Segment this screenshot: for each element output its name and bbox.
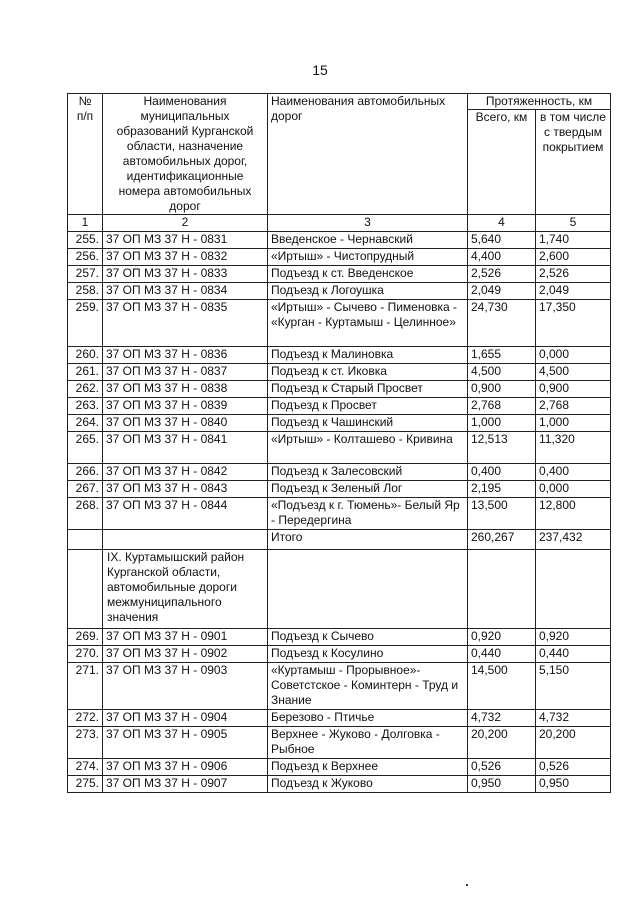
total-length: 260,267 xyxy=(468,530,536,550)
cell-row-number: 274. xyxy=(68,759,103,776)
cell-length-total: 20,200 xyxy=(468,727,536,759)
header-org: Наименования муниципальных образований Курганской области, назначение автомобильных дорог, идентификационные номера автомобильных дорог xyxy=(103,94,268,215)
cell-row-number: 264. xyxy=(68,415,103,432)
cell-road-id: 37 ОП МЗ 37 Н - 0839 xyxy=(103,398,268,415)
total-row xyxy=(68,530,611,550)
cell-length-total: 2,195 xyxy=(468,481,536,498)
table-header xyxy=(68,94,611,215)
cell-length-paved: 0,400 xyxy=(536,464,611,481)
cell-row-number: 257. xyxy=(68,266,103,283)
cell-length-paved: 4,500 xyxy=(536,364,611,381)
cell-length-total: 12,513 xyxy=(468,432,536,464)
cell-length-total: 1,000 xyxy=(468,415,536,432)
header-length: Протяженность, км xyxy=(468,94,611,110)
cell-empty xyxy=(468,550,536,629)
table-row xyxy=(68,347,611,364)
cell-row-number: 267. xyxy=(68,481,103,498)
cell-length-total: 0,400 xyxy=(468,464,536,481)
cell-road-id: 37 ОП МЗ 37 Н - 0906 xyxy=(103,759,268,776)
cell-length-paved: 0,000 xyxy=(536,347,611,364)
cell-road-id: 37 ОП МЗ 37 Н - 0841 xyxy=(103,432,268,464)
cell-empty xyxy=(103,530,268,550)
cell-road-name: Подъезд к Чашинский xyxy=(268,415,468,432)
cell-length-total: 0,950 xyxy=(468,776,536,793)
scan-speck xyxy=(466,884,468,886)
table-row xyxy=(68,381,611,398)
table-row xyxy=(68,464,611,481)
cell-length-paved: 2,600 xyxy=(536,249,611,266)
cell-length-paved: 2,526 xyxy=(536,266,611,283)
cell-road-name: Березово - Птичье xyxy=(268,710,468,727)
column-number: 1 xyxy=(68,215,103,232)
header-paved: в том числе с твердым покрытием xyxy=(536,110,611,215)
cell-length-total: 0,920 xyxy=(468,629,536,646)
cell-length-total: 0,900 xyxy=(468,381,536,398)
header-row-1 xyxy=(68,94,611,110)
cell-road-name: Введенское - Чернавский xyxy=(268,232,468,249)
cell-road-name: Подъезд к Логоушка xyxy=(268,283,468,300)
table-row xyxy=(68,266,611,283)
table-row xyxy=(68,646,611,663)
cell-row-number: 261. xyxy=(68,364,103,381)
cell-length-paved: 0,000 xyxy=(536,481,611,498)
cell-length-total: 0,526 xyxy=(468,759,536,776)
cell-length-total: 4,400 xyxy=(468,249,536,266)
cell-length-total: 4,732 xyxy=(468,710,536,727)
cell-length-total: 2,049 xyxy=(468,283,536,300)
column-number: 4 xyxy=(468,215,536,232)
cell-road-name: Подъезд к Сычево xyxy=(268,629,468,646)
page-number: 15 xyxy=(312,62,328,78)
table-row xyxy=(68,629,611,646)
cell-row-number: 263. xyxy=(68,398,103,415)
table-row xyxy=(68,776,611,793)
cell-road-name: Подъезд к ст. Иковка xyxy=(268,364,468,381)
table-row xyxy=(68,481,611,498)
header-road: Наименования автомобильных дорог xyxy=(268,94,468,215)
table-row xyxy=(68,232,611,249)
cell-road-name: «Подъезд к г. Тюмень»- Белый Яр - Передергина xyxy=(268,498,468,530)
cell-length-total: 5,640 xyxy=(468,232,536,249)
cell-length-paved: 1,000 xyxy=(536,415,611,432)
table-row xyxy=(68,249,611,266)
cell-length-paved: 20,200 xyxy=(536,727,611,759)
cell-road-name: «Иртыш» - Чистопрудный xyxy=(268,249,468,266)
table-row xyxy=(68,398,611,415)
cell-row-number: 268. xyxy=(68,498,103,530)
cell-road-id: 37 ОП МЗ 37 Н - 0843 xyxy=(103,481,268,498)
cell-length-paved: 1,740 xyxy=(536,232,611,249)
cell-length-total: 13,500 xyxy=(468,498,536,530)
cell-road-name: Подъезд к Старый Просвет xyxy=(268,381,468,398)
cell-road-name: Подъезд к Косулино xyxy=(268,646,468,663)
cell-length-paved: 0,526 xyxy=(536,759,611,776)
cell-road-name: «Куртамыш - Прорывное»- Советстское - Коминтерн - Труд и Знание xyxy=(268,663,468,710)
cell-road-id: 37 ОП МЗ 37 Н - 0844 xyxy=(103,498,268,530)
table-row xyxy=(68,283,611,300)
cell-road-name: Подъезд к ст. Введенское xyxy=(268,266,468,283)
cell-road-id: 37 ОП МЗ 37 Н - 0831 xyxy=(103,232,268,249)
cell-row-number: 259. xyxy=(68,300,103,347)
cell-road-id: 37 ОП МЗ 37 Н - 0903 xyxy=(103,663,268,710)
cell-length-paved: 2,049 xyxy=(536,283,611,300)
table-row xyxy=(68,415,611,432)
cell-road-name: Подъезд к Залесовский xyxy=(268,464,468,481)
cell-road-id: 37 ОП МЗ 37 Н - 0901 xyxy=(103,629,268,646)
table-row xyxy=(68,432,611,464)
cell-road-name: Подъезд к Просвет xyxy=(268,398,468,415)
cell-road-id: 37 ОП МЗ 37 Н - 0907 xyxy=(103,776,268,793)
cell-length-total: 1,655 xyxy=(468,347,536,364)
cell-road-id: 37 ОП МЗ 37 Н - 0833 xyxy=(103,266,268,283)
cell-length-paved: 5,150 xyxy=(536,663,611,710)
cell-length-total: 4,500 xyxy=(468,364,536,381)
table-row xyxy=(68,727,611,759)
cell-road-id: 37 ОП МЗ 37 Н - 0838 xyxy=(103,381,268,398)
column-numbers-row xyxy=(68,215,611,232)
cell-road-name: Подъезд к Зеленый Лог xyxy=(268,481,468,498)
cell-length-paved: 0,950 xyxy=(536,776,611,793)
roads-table xyxy=(67,93,611,793)
cell-row-number: 258. xyxy=(68,283,103,300)
cell-length-total: 24,730 xyxy=(468,300,536,347)
cell-road-name: Верхнее - Жуково - Долговка - Рыбное xyxy=(268,727,468,759)
cell-empty xyxy=(68,550,103,629)
cell-row-number: 269. xyxy=(68,629,103,646)
cell-length-total: 2,768 xyxy=(468,398,536,415)
cell-row-number: 255. xyxy=(68,232,103,249)
cell-length-total: 0,440 xyxy=(468,646,536,663)
cell-road-id: 37 ОП МЗ 37 Н - 0842 xyxy=(103,464,268,481)
total-label: Итого xyxy=(268,530,468,550)
cell-road-name: «Иртыш» - Колташево - Кривина xyxy=(268,432,468,464)
cell-row-number: 265. xyxy=(68,432,103,464)
cell-empty xyxy=(536,550,611,629)
cell-row-number: 256. xyxy=(68,249,103,266)
cell-length-total: 14,500 xyxy=(468,663,536,710)
column-number: 2 xyxy=(103,215,268,232)
cell-length-paved: 17,350 xyxy=(536,300,611,347)
table-body xyxy=(68,215,611,793)
table-row xyxy=(68,300,611,347)
cell-road-id: 37 ОП МЗ 37 Н - 0840 xyxy=(103,415,268,432)
total-paved: 237,432 xyxy=(536,530,611,550)
cell-length-paved: 0,920 xyxy=(536,629,611,646)
section-title: IX. Куртамышский район Курганской области, автомобильные дороги межмуниципального значения xyxy=(103,550,268,629)
cell-length-paved: 12,800 xyxy=(536,498,611,530)
cell-road-id: 37 ОП МЗ 37 Н - 0836 xyxy=(103,347,268,364)
cell-row-number: 260. xyxy=(68,347,103,364)
cell-row-number: 270. xyxy=(68,646,103,663)
cell-road-id: 37 ОП МЗ 37 Н - 0902 xyxy=(103,646,268,663)
cell-road-id: 37 ОП МЗ 37 Н - 0905 xyxy=(103,727,268,759)
table-row xyxy=(68,364,611,381)
cell-length-paved: 0,900 xyxy=(536,381,611,398)
cell-road-id: 37 ОП МЗ 37 Н - 0837 xyxy=(103,364,268,381)
header-total: Всего, км xyxy=(468,110,536,215)
cell-length-paved: 4,732 xyxy=(536,710,611,727)
cell-road-id: 37 ОП МЗ 37 Н - 0835 xyxy=(103,300,268,347)
cell-road-name: «Иртыш» - Сычево - Пименовка - «Курган - Куртамыш - Целинное» xyxy=(268,300,468,347)
cell-road-name: Подъезд к Жуково xyxy=(268,776,468,793)
table-row xyxy=(68,710,611,727)
header-num: № п/п xyxy=(68,94,103,215)
cell-row-number: 273. xyxy=(68,727,103,759)
cell-road-id: 37 ОП МЗ 37 Н - 0904 xyxy=(103,710,268,727)
cell-road-name: Подъезд к Верхнее xyxy=(268,759,468,776)
cell-empty xyxy=(268,550,468,629)
cell-length-paved: 11,320 xyxy=(536,432,611,464)
cell-row-number: 266. xyxy=(68,464,103,481)
table-row xyxy=(68,759,611,776)
column-number: 5 xyxy=(536,215,611,232)
column-number: 3 xyxy=(268,215,468,232)
cell-empty xyxy=(68,530,103,550)
cell-length-total: 2,526 xyxy=(468,266,536,283)
cell-road-id: 37 ОП МЗ 37 Н - 0834 xyxy=(103,283,268,300)
table-row xyxy=(68,498,611,530)
table-row xyxy=(68,663,611,710)
cell-length-paved: 0,440 xyxy=(536,646,611,663)
cell-road-id: 37 ОП МЗ 37 Н - 0832 xyxy=(103,249,268,266)
cell-row-number: 271. xyxy=(68,663,103,710)
cell-length-paved: 2,768 xyxy=(536,398,611,415)
cell-road-name: Подъезд к Малиновка xyxy=(268,347,468,364)
section-row xyxy=(68,550,611,629)
cell-row-number: 275. xyxy=(68,776,103,793)
cell-row-number: 262. xyxy=(68,381,103,398)
cell-row-number: 272. xyxy=(68,710,103,727)
